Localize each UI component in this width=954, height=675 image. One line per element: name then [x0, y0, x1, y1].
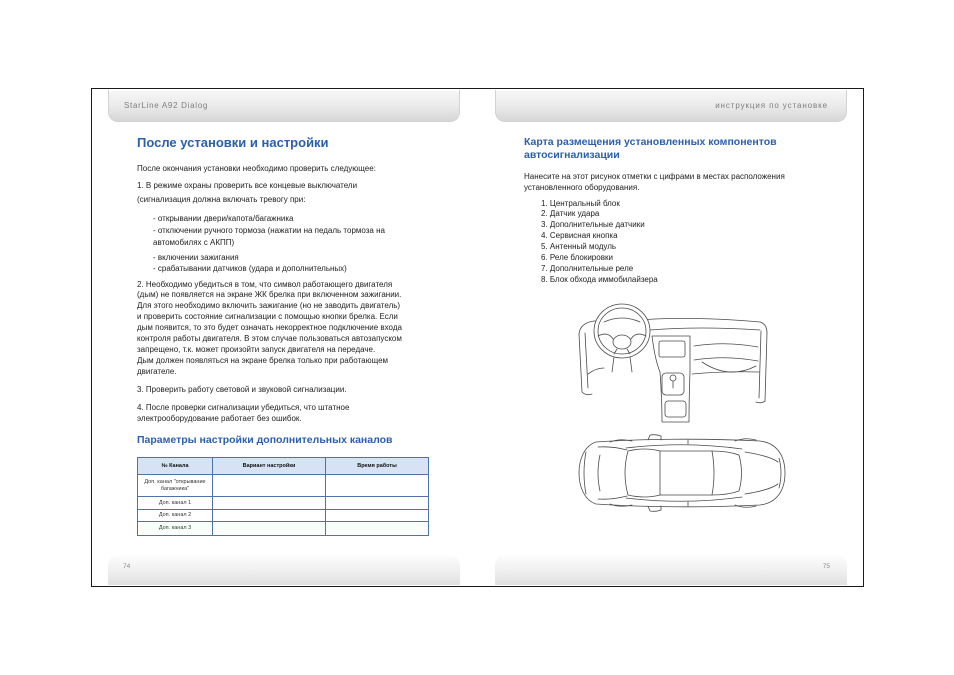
glovebox-top — [694, 344, 758, 347]
step2-line: (дым) не появляется на экране ЖК брелка при включенном зажигании. — [137, 290, 402, 300]
channel-settings-table — [137, 457, 428, 536]
table-row — [138, 475, 429, 497]
table-row — [138, 510, 429, 522]
rear-window — [712, 451, 742, 495]
left-footer-bar — [108, 555, 460, 585]
time-cell — [326, 522, 429, 536]
time-cell — [326, 475, 429, 497]
side-window-line-top — [626, 445, 742, 449]
right-header-bar — [495, 90, 847, 122]
channel-name-line: Доп. канал 2 — [158, 512, 192, 518]
step2-line: запрещено, т.к. может произойти запуск двигателя на передаче. — [137, 344, 376, 354]
hood-edges — [598, 447, 627, 499]
component-list — [541, 199, 658, 286]
channel-name-line: Доп. канал 3 — [158, 525, 192, 531]
list-item: 4. Сервисная кнопка — [541, 231, 618, 241]
dashboard-inner-edge — [650, 328, 760, 330]
channel-cell — [138, 497, 213, 510]
right-footer-bar — [495, 555, 847, 585]
step2-line: контроля работы двигателя. В этом случае пользоваться автозапуском — [137, 333, 402, 343]
channel-name-line: багажника" — [160, 485, 190, 492]
channel-name-line: Доп. канал "открывание — [144, 478, 206, 485]
step1-line: (сигнализация должна включать тревогу при: — [137, 195, 306, 204]
instruction-line: установленного оборудования. — [524, 182, 640, 192]
list-item: 3. Дополнительные датчики — [541, 220, 645, 230]
condition-item: - открывании двери/капота/багажника — [153, 213, 294, 223]
glovebox-middle — [694, 358, 758, 361]
setting-cell — [213, 522, 326, 536]
left-header-bar — [108, 90, 460, 122]
list-item: 5. Антенный модуль — [541, 241, 617, 251]
section-name: инструкция по установке — [715, 101, 828, 110]
header-channel: № Канала — [138, 458, 213, 475]
instruction-paragraph — [524, 172, 785, 193]
roof — [660, 451, 714, 495]
instruction-line: Нанесите на этот рисунок отметки с цифрами в местах расположения — [524, 172, 785, 181]
dashboard-drawing — [570, 298, 770, 430]
header-work-time: Время работы — [326, 458, 429, 475]
step2-paragraph — [137, 280, 402, 378]
list-item: 2. Датчик удара — [541, 209, 600, 219]
step1-line: 1. В режиме охраны проверить все концевые выключатели — [137, 181, 358, 190]
table-row — [138, 522, 429, 536]
list-item: 8. Блок обхода иммобилайзера — [541, 274, 658, 284]
time-cell — [326, 497, 429, 510]
side-window-line-bottom — [626, 497, 742, 501]
setting-cell — [213, 510, 326, 522]
step2-line: Для этого необходимо включить зажигание (но не заводить двигатель) — [137, 301, 401, 311]
front-bumper — [584, 452, 586, 494]
page-number: 75 — [822, 563, 830, 570]
table-header-row — [138, 458, 429, 475]
table-title: Параметры настройки дополнительных каналов — [137, 434, 393, 446]
list-item: 6. Реле блокировки — [541, 252, 613, 262]
step2-line: дым появится, то это будет означать некорректное подключение входа — [137, 323, 402, 332]
left-pillar-inner — [585, 333, 588, 388]
gear-knob — [670, 375, 676, 381]
channel-cell — [138, 475, 213, 497]
table-row — [138, 497, 429, 510]
car-body-outline — [579, 439, 785, 507]
condition-item: - отключении ручного тормоза (нажатии на педаль тормоза на — [153, 225, 385, 235]
list-item: 7. Дополнительные реле — [541, 263, 634, 273]
condition-item: - включении зажигания — [153, 252, 239, 262]
step2-line: 2. Необходимо убедиться в том, что символ работающего двигателя — [137, 279, 393, 289]
condition-item: автомобилях с АКПП) — [153, 237, 235, 247]
hood-contour — [598, 455, 600, 491]
time-cell — [326, 510, 429, 522]
dash-lower-edge-left — [588, 368, 604, 374]
page-title: После установки и настройки — [137, 135, 329, 150]
wheel-arches — [610, 439, 756, 508]
step2-line: двигателе. — [137, 366, 177, 376]
glovebox-lid — [702, 362, 756, 372]
condition-item: - срабатывании датчиков (удара и дополнительных) — [153, 263, 347, 273]
setting-cell — [213, 497, 326, 510]
radio-panel — [659, 341, 685, 357]
list-item: 1. Центральный блок — [541, 198, 620, 208]
steering-column — [612, 357, 632, 372]
step2-line: Дым должен появляться на экране брелка только при работающем — [137, 355, 389, 365]
dash-lower-edge-right — [692, 372, 759, 374]
step4-line: электрооборудование работает без ошибок. — [137, 413, 302, 423]
channel-cell — [138, 510, 213, 522]
intro-text: После окончания установки необходимо проверить следующее: — [137, 164, 376, 173]
console-lower-box — [665, 401, 686, 417]
steering-wheel-outer — [594, 304, 650, 358]
step2-line: и проверить состояние сигнализации с помощью кнопки брелка. Если — [137, 312, 398, 322]
car-top-view-drawing — [576, 432, 790, 512]
title-line: Карта размещения установленных компонентов — [524, 135, 777, 148]
windshield — [625, 449, 660, 497]
right-pillar-inner — [759, 331, 761, 398]
header-setting-variant: Вариант настройки — [213, 458, 326, 475]
step3-text: 3. Проверить работу световой и звуковой сигнализации. — [137, 384, 347, 394]
component-map-title — [524, 136, 777, 162]
channel-name-line: Доп. канал 1 — [158, 499, 192, 506]
product-name: StarLine A92 Dialog — [124, 101, 209, 110]
channel-cell — [138, 522, 213, 536]
title-line: автосигнализации — [524, 148, 620, 161]
rear-edge — [779, 458, 781, 488]
step4-line: 4. После проверки сигнализации убедиться, что штатное — [137, 402, 350, 412]
trunk-lines — [745, 452, 778, 494]
right-pillar — [756, 333, 767, 403]
setting-cell — [213, 475, 326, 497]
page-number: 74 — [123, 563, 131, 570]
